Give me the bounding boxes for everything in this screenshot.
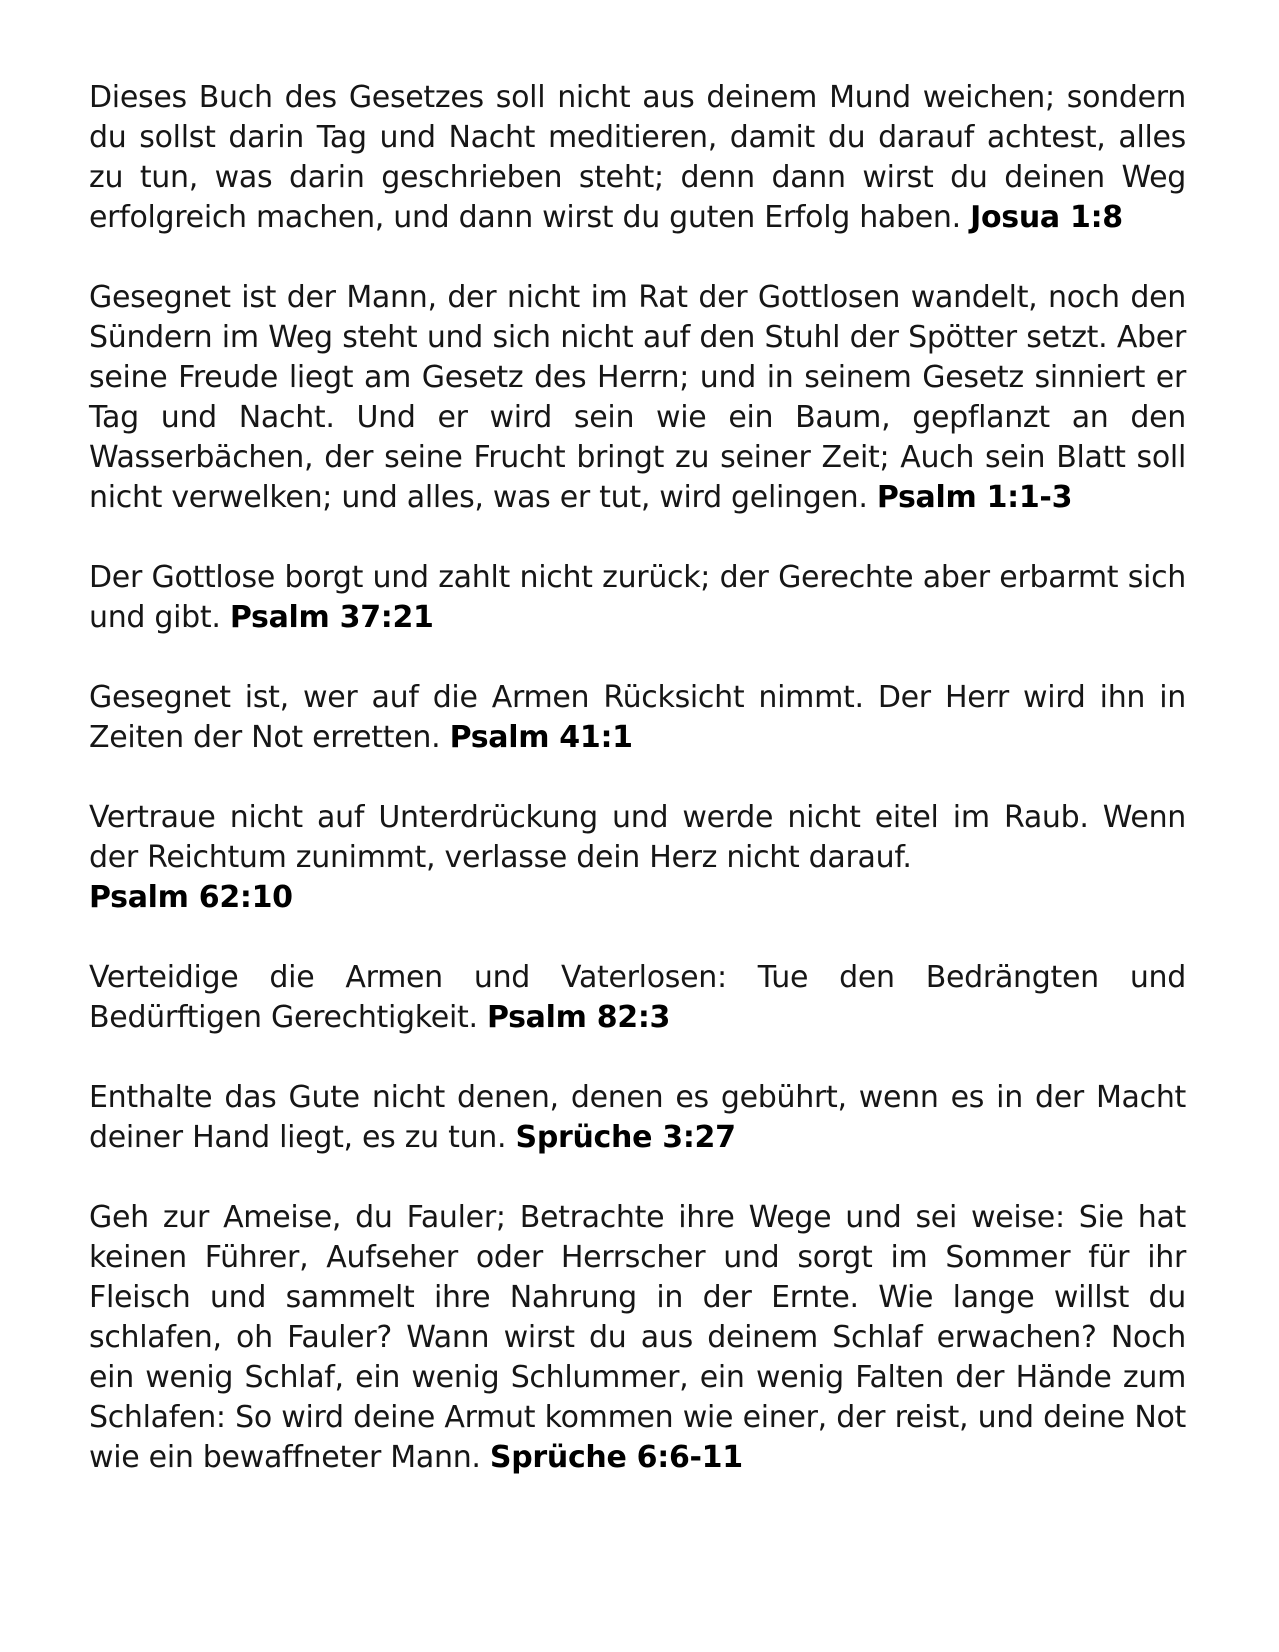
verse-text: Geh zur Ameise, du Fauler; Betrachte ihre Wege und sei weise: Sie hat keinen Führer, Aufseher oder Herrscher und sorgt im Sommer für ihr Fleisch und sammelt ihre Nahrung in der Ernte. Wie lange willst du schlafen, oh Fauler? Wann wirst du aus deinem Schlaf erwachen? Noch ein wenig Schlaf, ein wenig Schlummer, ein wenig Falten der Hände zum Schlafen: So wird deine Armut kommen wie einer, der reist, und deine Not wie ein bewaffneter Mann. [89, 1200, 1186, 1475]
document-page [89, 78, 1186, 1518]
verse-psalm-41-1 [89, 678, 1186, 758]
verse-psalm-82-3 [89, 958, 1186, 1038]
verse-text: Der Gottlose borgt und zahlt nicht zurück; der Gerechte aber erbarmt sich und gibt. [89, 560, 1186, 635]
verse-reference: Psalm 37:21 [229, 600, 434, 635]
verse-text: Gesegnet ist, wer auf die Armen Rücksicht nimmt. Der Herr wird ihn in Zeiten der Not erretten. [89, 680, 1186, 755]
verse-sprueche-3-27 [89, 1078, 1186, 1158]
verse-text: Dieses Buch des Gesetzes soll nicht aus deinem Mund weichen; sondern du sollst darin Tag und Nacht meditieren, damit du darauf achtest, alles zu tun, was darin geschrieben steht; denn dann wirst du deinen Weg erfolgreich machen, und dann wirst du guten Erfolg haben. [89, 80, 1186, 235]
verse-sprueche-6-6-11 [89, 1198, 1186, 1478]
verse-reference: Psalm 41:1 [449, 720, 633, 755]
verse-josua-1-8 [89, 78, 1186, 238]
verse-reference: Josua 1:8 [970, 200, 1123, 235]
verse-reference: Psalm 62:10 [89, 880, 293, 915]
verse-reference: Psalm 1:1-3 [876, 480, 1073, 515]
verse-reference: Sprüche 3:27 [515, 1120, 736, 1155]
verse-reference: Psalm 82:3 [486, 1000, 671, 1035]
verse-text: Vertraue nicht auf Unterdrückung und werde nicht eitel im Raub. Wenn der Reichtum zunimmt, verlasse dein Herz nicht darauf. [89, 800, 1186, 875]
verse-reference: Sprüche 6:6-11 [489, 1440, 743, 1475]
verse-psalm-37-21 [89, 558, 1186, 638]
verse-psalm-62-10 [89, 798, 1186, 918]
verse-text: Enthalte das Gute nicht denen, denen es gebührt, wenn es in der Macht deiner Hand liegt, es zu tun. [89, 1080, 1186, 1155]
verse-text: Verteidige die Armen und Vaterlosen: Tue den Bedrängten und Bedürftigen Gerechtigkeit. [89, 960, 1186, 1035]
verse-psalm-1-1-3 [89, 278, 1186, 518]
verse-text: Gesegnet ist der Mann, der nicht im Rat der Gottlosen wandelt, noch den Sündern im Weg steht und sich nicht auf den Stuhl der Spötter setzt. Aber seine Freude liegt am Gesetz des Herrn; und in seinem Gesetz sinniert er Tag und Nacht. Und er wird sein wie ein Baum, gepflanzt an den Wasserbächen, der seine Frucht bringt zu seiner Zeit; Auch sein Blatt soll nicht verwelken; und alles, was er tut, wird gelingen. [89, 280, 1186, 515]
